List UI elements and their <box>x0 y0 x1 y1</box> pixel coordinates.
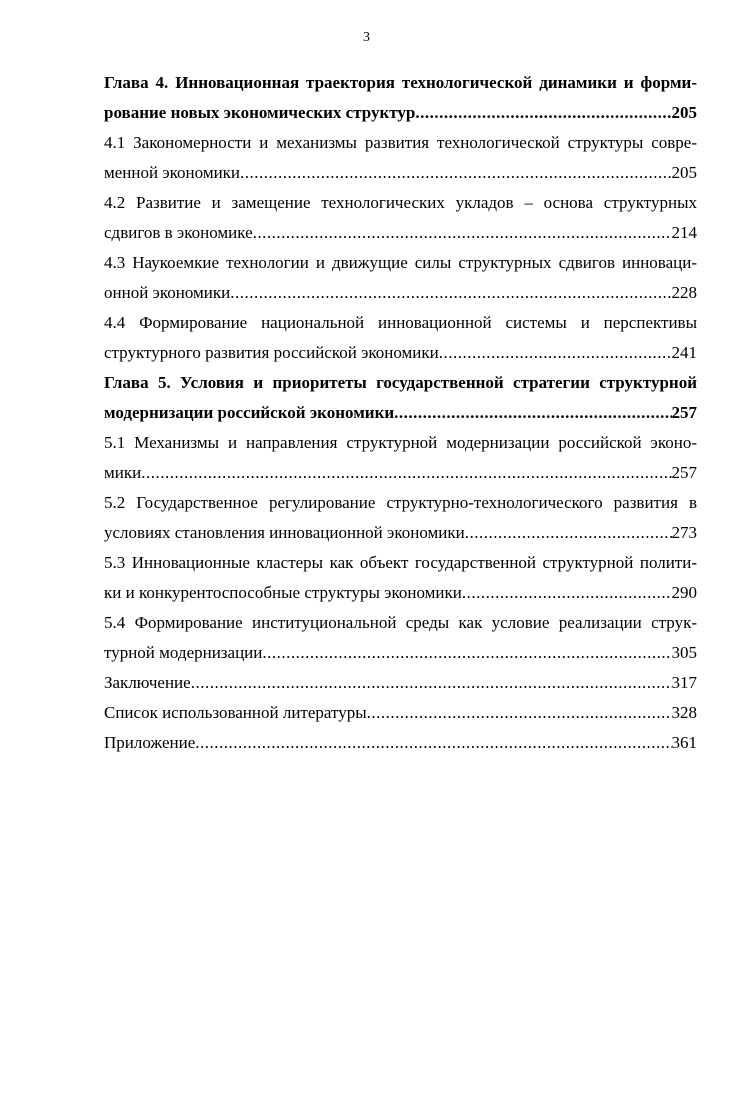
toc-entry-title-continuation: онной экономики <box>104 283 231 302</box>
toc-entry-title-continuation: структурного развития российской экономики <box>104 343 439 362</box>
toc-page-number: 241 <box>671 343 697 362</box>
toc-entry-section-5-3[interactable] <box>104 548 697 608</box>
toc-entry-title-line: Глава 4. Инновационная траектория технологической динамики и форми- <box>104 73 697 92</box>
toc-entry-chapter-4[interactable] <box>104 68 697 128</box>
toc-entry-title-line: 5.2 Государственное регулирование структурно-технологического развития в <box>104 493 697 512</box>
leader-dots <box>240 158 671 188</box>
toc-entry-title-continuation: турной модернизации <box>104 643 263 662</box>
toc-entry-title-continuation: условиях становления инновационной экономики <box>104 523 465 542</box>
toc-page-number: 257 <box>671 403 697 422</box>
leader-dots <box>141 458 671 488</box>
toc-entry-title-line: 5.3 Инновационные кластеры как объект государственной структурной полити- <box>104 553 697 572</box>
toc-entry-section-4-4[interactable] <box>104 308 697 368</box>
toc-page-number: 273 <box>671 523 697 542</box>
toc-entry-title-line: 5.1 Механизмы и направления структурной модернизации российской эконо- <box>104 433 697 452</box>
toc-page-number: 205 <box>671 163 697 182</box>
toc-entry-title-line: 4.1 Закономерности и механизмы развития технологической структуры совре- <box>104 133 697 152</box>
table-of-contents <box>104 68 697 758</box>
toc-page-number: 228 <box>671 283 697 302</box>
toc-entry-title-continuation: модернизации российской экономики <box>104 403 395 422</box>
toc-entry-title: Приложение <box>104 733 196 752</box>
toc-page-number: 361 <box>671 733 697 752</box>
toc-page-number: 317 <box>671 673 697 692</box>
toc-page-number: 290 <box>671 583 697 602</box>
leader-dots <box>465 518 672 548</box>
toc-entry-appendix[interactable] <box>104 728 697 758</box>
leader-dots <box>230 278 671 308</box>
toc-entry-section-4-3[interactable] <box>104 248 697 308</box>
toc-entry-title: Список использованной литературы <box>104 703 367 722</box>
toc-entry-title-line: 4.2 Развитие и замещение технологических укладов – основа структурных <box>104 193 697 212</box>
toc-page-number: 257 <box>671 463 697 482</box>
toc-entry-section-4-2[interactable] <box>104 188 697 248</box>
leader-dots <box>262 638 671 668</box>
toc-page-number: 305 <box>671 643 697 662</box>
toc-entry-section-5-1[interactable] <box>104 428 697 488</box>
toc-entry-title-line: Глава 5. Условия и приоритеты государственной стратегии структурной <box>104 373 697 392</box>
toc-entry-title-line: 5.4 Формирование институциональной среды как условие реализации струк- <box>104 613 697 632</box>
toc-entry-section-5-4[interactable] <box>104 608 697 668</box>
toc-entry-section-5-2[interactable] <box>104 488 697 548</box>
toc-entry-title-continuation: сдвигов в экономике <box>104 223 253 242</box>
toc-page-number: 205 <box>671 103 697 122</box>
toc-entry-title-continuation: рование новых экономических структур <box>104 103 416 122</box>
toc-entry-conclusion[interactable] <box>104 668 697 698</box>
leader-dots <box>367 698 672 728</box>
toc-entry-title-continuation: ки и конкурентоспособные структуры экономики <box>104 583 462 602</box>
toc-entry-chapter-5[interactable] <box>104 368 697 428</box>
leader-dots <box>439 338 672 368</box>
toc-entry-title-line: 4.3 Наукоемкие технологии и движущие силы структурных сдвигов инноваци- <box>104 253 697 272</box>
page-number: 3 <box>363 30 370 45</box>
toc-entry-title-line: 4.4 Формирование национальной инновационной системы и перспективы <box>104 313 697 332</box>
leader-dots <box>462 578 672 608</box>
leader-dots <box>394 398 671 428</box>
leader-dots <box>253 218 672 248</box>
leader-dots <box>191 668 672 698</box>
toc-page-number: 214 <box>671 223 697 242</box>
toc-entry-title-continuation: мики <box>104 463 142 482</box>
toc-entry-title-continuation: менной экономики <box>104 163 241 182</box>
leader-dots <box>415 98 671 128</box>
toc-entry-references[interactable] <box>104 698 697 728</box>
leader-dots <box>195 728 671 758</box>
toc-page-number: 328 <box>671 703 697 722</box>
toc-entry-section-4-1[interactable] <box>104 128 697 188</box>
toc-entry-title: Заключение <box>104 673 191 692</box>
